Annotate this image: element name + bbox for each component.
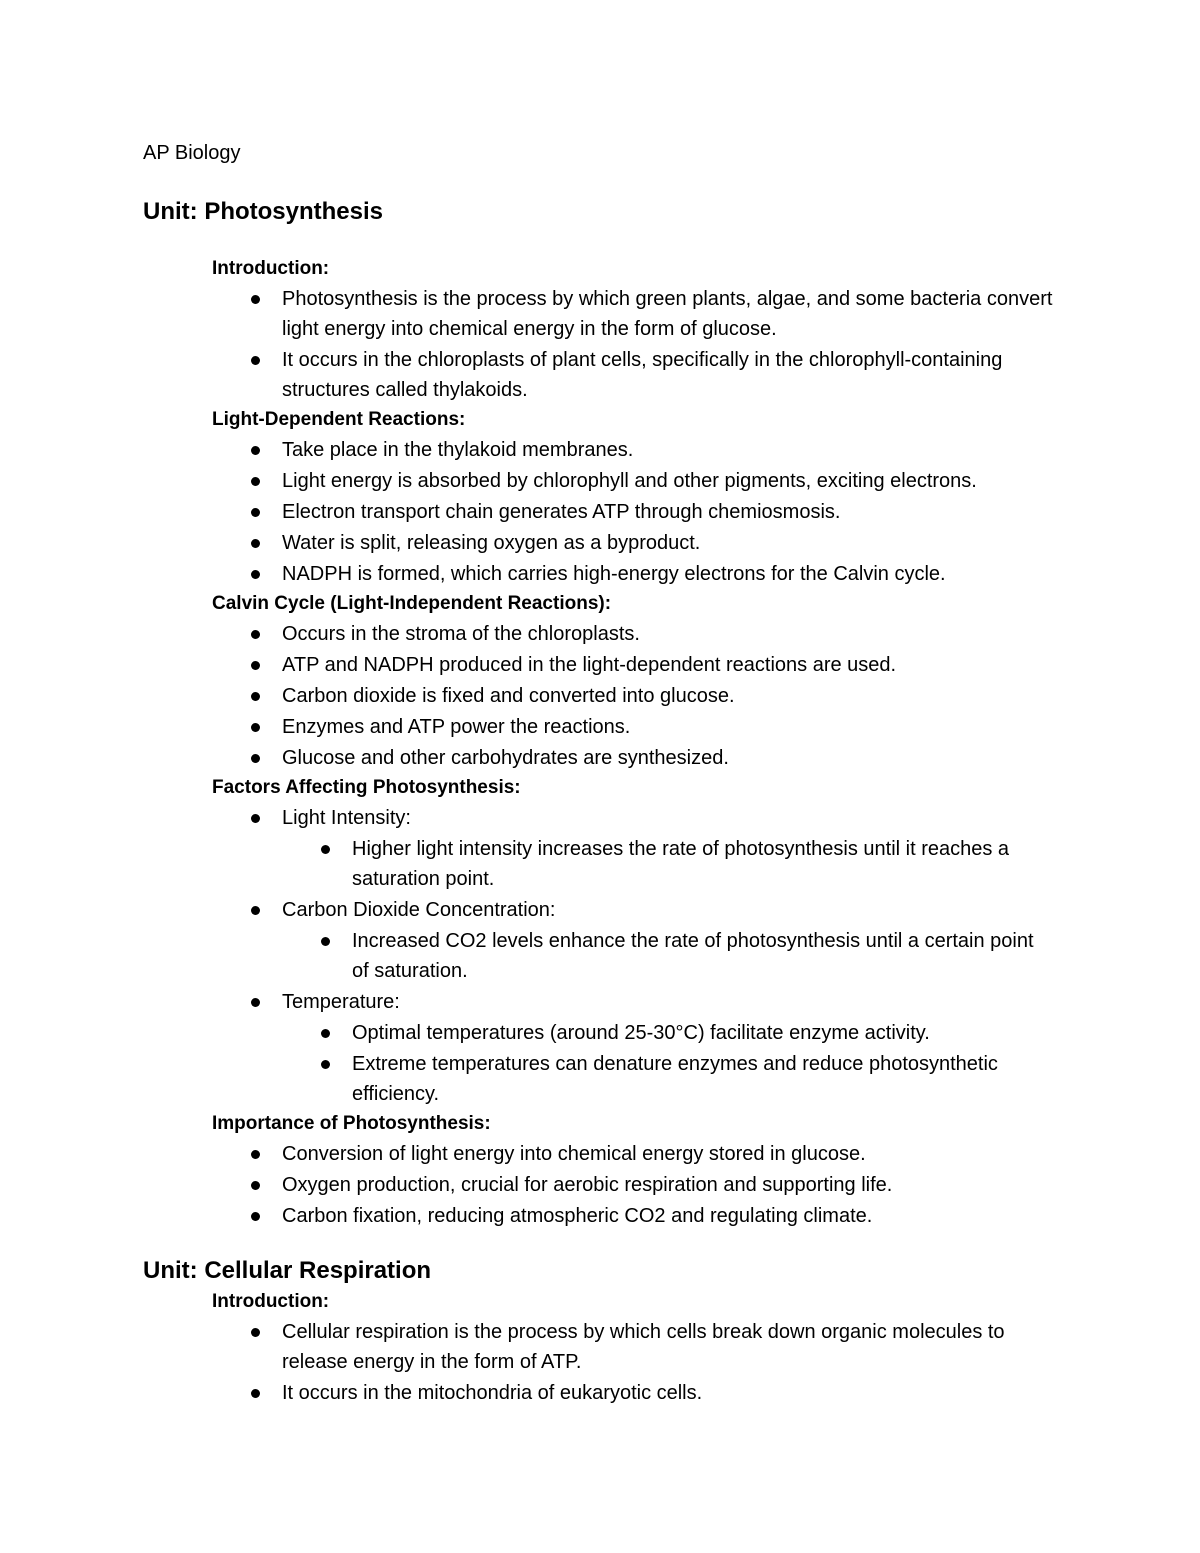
bullet-list: [212, 284, 1073, 405]
sub-list-item: [212, 1018, 1073, 1048]
bullet-list: [212, 435, 1073, 589]
bullet-icon: [321, 937, 330, 946]
list-item: [212, 1201, 1073, 1231]
section-heading: Factors Affecting Photosynthesis:: [212, 777, 521, 798]
list-item: [212, 1139, 1073, 1169]
bullet-icon: [251, 754, 260, 763]
bullet-icon: [251, 630, 260, 639]
bullet-icon: [321, 1029, 330, 1038]
units-container: [143, 196, 1073, 1408]
list-item-text: Water is split, releasing oxygen as a byproduct.: [282, 532, 701, 554]
list-item: [212, 712, 1073, 742]
bullet-icon: [251, 446, 260, 455]
list-item-text: Glucose and other carbohydrates are synthesized.: [282, 747, 729, 769]
list-item-text: Oxygen production, crucial for aerobic respiration and supporting life.: [282, 1174, 893, 1196]
bullet-list: [212, 1317, 1073, 1408]
list-item: [212, 497, 1073, 527]
bullet-icon: [251, 508, 260, 517]
sub-bullet-list: [282, 926, 1073, 986]
sub-list-item-text: Higher light intensity increases the rate of photosynthesis until it reaches a saturation point.: [352, 838, 1010, 890]
list-item-text: Light Intensity:: [282, 807, 411, 829]
list-item: [212, 466, 1073, 496]
sub-bullet-list: [282, 1018, 1073, 1109]
list-item: [212, 803, 1073, 894]
list-item-text: Conversion of light energy into chemical energy stored in glucose.: [282, 1143, 866, 1165]
list-item: [212, 1317, 1073, 1377]
list-item: [212, 743, 1073, 773]
bullet-icon: [251, 1389, 260, 1398]
list-item-text: It occurs in the mitochondria of eukaryotic cells.: [282, 1382, 703, 1404]
bullet-list: [212, 1139, 1073, 1231]
list-item-text: ATP and NADPH produced in the light-dependent reactions are used.: [282, 654, 897, 676]
list-item: [212, 650, 1073, 680]
list-item-text: Carbon fixation, reducing atmospheric CO2 and regulating climate.: [282, 1205, 873, 1227]
list-item: [212, 619, 1073, 649]
list-item: [212, 284, 1073, 344]
bullet-icon: [251, 1212, 260, 1221]
list-item: [212, 528, 1073, 558]
list-item-text: Occurs in the stroma of the chloroplasts.: [282, 623, 640, 645]
unit-section: [143, 1255, 1073, 1408]
bullet-icon: [251, 998, 260, 1007]
list-item: [212, 987, 1073, 1109]
bullet-list: [212, 803, 1073, 1109]
list-item: [212, 895, 1073, 986]
bullet-icon: [321, 1060, 330, 1069]
bullet-list: [212, 619, 1073, 773]
sub-list-item: [212, 926, 1073, 986]
bullet-icon: [251, 661, 260, 670]
section-heading: Introduction:: [212, 1291, 330, 1312]
sub-list-item: [212, 834, 1073, 894]
section-heading: Importance of Photosynthesis:: [212, 1113, 491, 1134]
list-item-text: Carbon Dioxide Concentration:: [282, 899, 556, 921]
list-item: [212, 345, 1073, 405]
list-item-text: It occurs in the chloroplasts of plant cells, specifically in the chlorophyll-containing structures called thylakoids.: [282, 349, 1003, 401]
section-heading: Light-Dependent Reactions:: [212, 409, 466, 430]
unit-title: Unit: Cellular Respiration: [143, 1257, 432, 1284]
sub-list-item-text: Extreme temperatures can denature enzymes and reduce photosynthetic efficiency.: [352, 1053, 998, 1105]
list-item: [212, 1378, 1073, 1408]
list-item-text: Temperature:: [282, 991, 400, 1013]
bullet-icon: [251, 570, 260, 579]
list-item: [212, 559, 1073, 589]
list-item-text: Photosynthesis is the process by which green plants, algae, and some bacteria convert light energy into chemical energy in the form of glucose.: [282, 288, 1053, 340]
bullet-icon: [251, 539, 260, 548]
unit-section: [143, 196, 1073, 1231]
list-item: [212, 435, 1073, 465]
bullet-icon: [251, 1328, 260, 1337]
unit-body: [143, 1287, 1073, 1408]
list-item-text: Take place in the thylakoid membranes.: [282, 439, 634, 461]
bullet-icon: [251, 477, 260, 486]
list-item-text: Carbon dioxide is fixed and converted into glucose.: [282, 685, 735, 707]
unit-title: Unit: Photosynthesis: [143, 198, 384, 225]
list-item-text: NADPH is formed, which carries high-energy electrons for the Calvin cycle.: [282, 563, 946, 585]
sub-list-item: [212, 1049, 1073, 1109]
sub-list-item-text: Increased CO2 levels enhance the rate of photosynthesis until a certain point of saturation.: [352, 930, 1034, 982]
list-item-text: Electron transport chain generates ATP through chemiosmosis.: [282, 501, 841, 523]
unit-body: [143, 228, 1073, 1231]
bullet-icon: [251, 295, 260, 304]
bullet-icon: [251, 906, 260, 915]
section-heading: Introduction:: [212, 258, 330, 279]
bullet-icon: [251, 692, 260, 701]
sub-list-item-text: Optimal temperatures (around 25-30°C) facilitate enzyme activity.: [352, 1022, 930, 1044]
list-item-text: Cellular respiration is the process by which cells break down organic molecules to release energy in the form of ATP.: [282, 1321, 1005, 1373]
bullet-icon: [251, 723, 260, 732]
sub-bullet-list: [282, 834, 1073, 894]
list-item: [212, 681, 1073, 711]
bullet-icon: [251, 1150, 260, 1159]
list-item-text: Enzymes and ATP power the reactions.: [282, 716, 631, 738]
section-heading: Calvin Cycle (Light-Independent Reactions):: [212, 593, 612, 614]
bullet-icon: [321, 845, 330, 854]
bullet-icon: [251, 1181, 260, 1190]
bullet-icon: [251, 814, 260, 823]
bullet-icon: [251, 356, 260, 365]
course-title: AP Biology: [143, 142, 241, 164]
list-item: [212, 1170, 1073, 1200]
list-item-text: Light energy is absorbed by chlorophyll and other pigments, exciting electrons.: [282, 470, 977, 492]
document-page: [143, 138, 1073, 1408]
